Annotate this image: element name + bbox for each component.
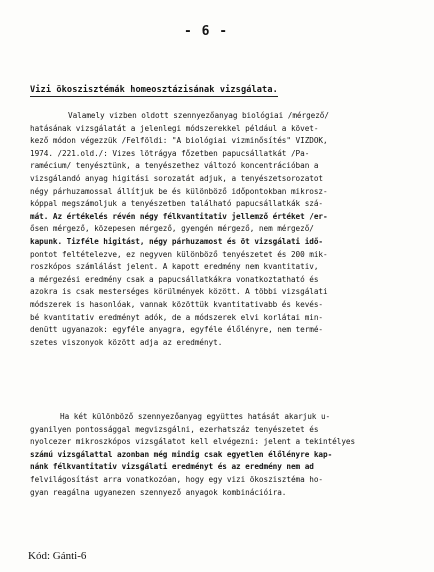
text-line: a mérgezési eredmény csak a papucsállatkákra vonatkoztatható és — [30, 274, 319, 284]
text-line: kóppal megszámoljuk a tenyészetben található papucsállatkák szá- — [30, 199, 324, 209]
document-code-label: Kód: Gánti-6 — [28, 550, 87, 562]
text-line: négy párhuzamossal állítjuk be és különböző időpontokban mikrosz- — [30, 186, 328, 196]
text-line: módszerek is hasonlóak, vannak közöttük kvantitativabb és kevés- — [30, 299, 324, 309]
text-line: gyan reagálna ugyanezen szennyező anyagok kombinációira. — [30, 487, 287, 497]
section-heading: Vizi ökoszisztémák homeosztázisának vizsgálata. — [30, 85, 278, 95]
text-line: ramécium/ tenyésztünk, a tenyészethez változó koncentrációban a — [30, 161, 319, 171]
text-line: pontot feltételezve, ez negyven különböző tenyészetet és 200 mik- — [30, 249, 328, 259]
text-line: ősen mérgező, közepesen mérgező, gyengén mérgező, nem mérgező/ — [30, 224, 314, 234]
text-line: 1974. /221.old./: Vizes lötrágya főzetben papucsállatkát /Pa- — [30, 148, 310, 158]
text-line: mát. Az értékelés révén négy félkvantitativ jellemző értéket /er- — [30, 211, 328, 221]
text-line: felvilágosítást arra vonatkozóan, hogy egy vizi ökoszisztéma ho- — [30, 474, 324, 484]
text-line: számú vizsgálattal azonban még mindig csak egyetlen élőlényre kap- — [30, 449, 333, 459]
text-line: azokra is csak mesterséges körülmények között. A többi vizsgálati — [30, 287, 328, 297]
paragraph-1 — [30, 110, 422, 349]
text-line: Valamely vizben oldott szennyezőanyag biológiai /mérgező/ — [68, 111, 329, 120]
text-line: nyolcezer mikroszkópos vizsgálatot kell elvégezni: jelent a tekintélyes — [30, 437, 356, 447]
text-line: kező módon végezzük /Felföldi: "A biológiai vizminősítés" VIZDOK, — [30, 136, 328, 146]
text-line: hatásának vizsgálatát a jelenlegi módszerekkel például a követ- — [30, 123, 319, 133]
text-line: kapunk. Tizféle higitást, négy párhuzamost és öt vizsgálati idő- — [30, 236, 324, 246]
text-line: roszkópos számlálást jelent. A kapott eredmény nem kvantitativ, — [30, 262, 319, 272]
page-number: - 6 - — [184, 24, 229, 39]
text-line: nánk félkvantitativ vizsgálati eredményt és az eredmény nem ad — [30, 462, 314, 472]
text-line: vizsgálandó anyag higitási sorozatát adjuk, a tenyészetsorozatot — [30, 173, 324, 183]
text-line: gyanilyen pontossággal megvizsgálni, ezerhatszáz tenyészetet és — [30, 424, 319, 434]
text-line: szetes viszonyok között adja az eredményt. — [30, 337, 223, 347]
text-line: Ha két különböző szennyezőanyag együttes hatását akarjuk u- — [60, 412, 331, 421]
paragraph-2 — [30, 411, 422, 499]
text-line: denütt ugyanazok: egyféle anyagra, egyféle élőlényre, nem termé- — [30, 325, 324, 335]
text-line: bé kvantitativ eredményt adók, de a módszerek elvi korlátai min- — [30, 312, 324, 322]
